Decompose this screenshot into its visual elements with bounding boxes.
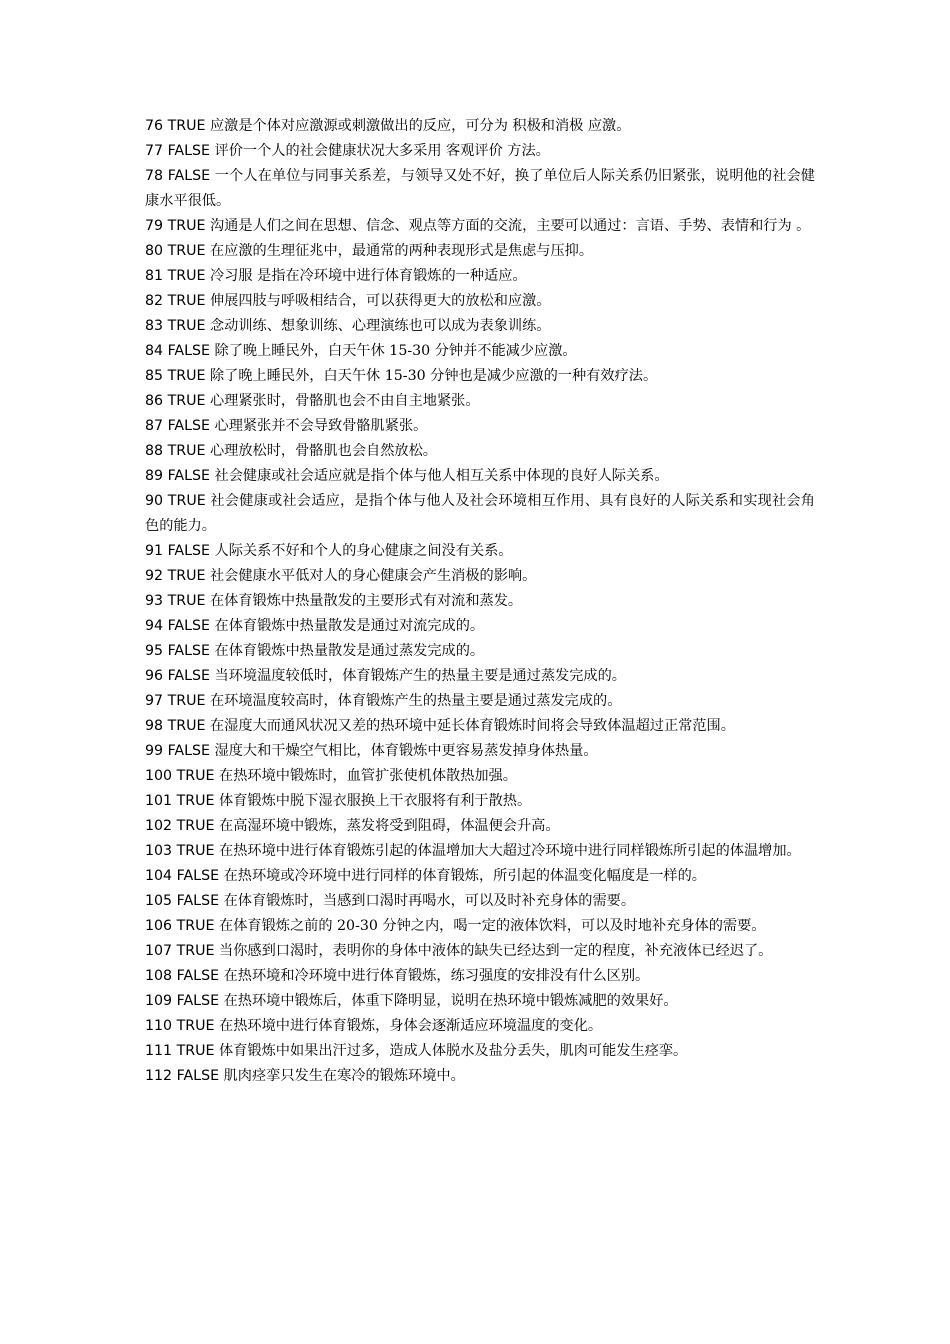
answer-label: TRUE <box>176 1043 215 1059</box>
answer-label: FALSE <box>176 868 220 884</box>
question-number: 111 <box>145 1043 173 1059</box>
question-item <box>145 389 815 414</box>
question-item <box>145 239 815 264</box>
question-text: 人际关系不好和个人的身心健康之间没有关系。 <box>214 543 513 559</box>
question-text: 在环境温度较高时，体育锻炼产生的热量主要是通过蒸发完成的。 <box>209 693 622 709</box>
question-number: 94 <box>145 618 164 634</box>
question-number: 77 <box>145 143 164 159</box>
question-number: 82 <box>145 293 164 309</box>
question-text: 社会健康水平低对人的身心健康会产生消极的影响。 <box>209 568 537 584</box>
question-text: 在体育锻炼时，当感到口渴时再喝水，可以及时补充身体的需要。 <box>223 893 636 909</box>
question-text: 在热环境中锻炼时，血管扩张使机体散热加强。 <box>219 768 517 784</box>
question-item <box>145 739 815 764</box>
question-number: 108 <box>145 968 173 984</box>
question-item <box>145 964 815 989</box>
question-text: 在湿度大而通风状况又差的热环境中延长体育锻炼时间将会导致体温超过正常范围。 <box>209 718 735 734</box>
answer-label: FALSE <box>167 618 211 634</box>
question-item <box>145 639 815 664</box>
question-number: 105 <box>145 893 173 909</box>
question-text: 在热环境和冷环境中进行体育锻炼，练习强度的安排没有什么区别。 <box>223 968 650 984</box>
answer-label: TRUE <box>176 943 215 959</box>
answer-label: FALSE <box>167 418 211 434</box>
answer-label: TRUE <box>167 393 206 409</box>
question-item <box>145 1039 815 1064</box>
question-text: 沟通是人们之间在思想、信念、观点等方面的交流，主要可以通过：言语、手势、表情和行为 。 <box>209 218 811 234</box>
question-item <box>145 414 815 439</box>
question-item <box>145 864 815 889</box>
question-text: 在应激的生理征兆中，最通常的两种表现形式是焦虑与压抑。 <box>209 243 594 259</box>
question-item <box>145 114 815 139</box>
answer-label: FALSE <box>176 1068 220 1084</box>
question-item <box>145 364 815 389</box>
question-item <box>145 939 815 964</box>
answer-label: TRUE <box>167 718 206 734</box>
question-text: 心理放松时，骨骼肌也会自然放松。 <box>209 443 437 459</box>
question-number: 87 <box>145 418 164 434</box>
question-text: 评价一个人的社会健康状况大多采用 客观评价 方法。 <box>214 143 550 159</box>
question-text: 在热环境中进行体育锻炼引起的体温增加大大超过冷环境中进行同样锻炼所引起的体温增加。 <box>219 843 801 859</box>
question-number: 76 <box>145 118 164 134</box>
answer-label: FALSE <box>167 543 211 559</box>
question-text: 在体育锻炼中热量散发是通过对流完成的。 <box>214 618 485 634</box>
answer-label: FALSE <box>167 143 211 159</box>
answer-label: TRUE <box>167 493 206 509</box>
question-item <box>145 164 815 214</box>
answer-label: TRUE <box>167 118 206 134</box>
question-number: 95 <box>145 643 164 659</box>
question-number: 86 <box>145 393 164 409</box>
question-item <box>145 789 815 814</box>
question-list <box>145 114 815 1089</box>
answer-label: TRUE <box>167 593 206 609</box>
question-number: 92 <box>145 568 164 584</box>
question-number: 103 <box>145 843 173 859</box>
question-item <box>145 714 815 739</box>
question-item <box>145 464 815 489</box>
question-item <box>145 139 815 164</box>
question-number: 112 <box>145 1068 173 1084</box>
question-item <box>145 1014 815 1039</box>
question-text: 在热环境中进行体育锻炼，身体会逐渐适应环境温度的变化。 <box>219 1018 603 1034</box>
answer-label: TRUE <box>167 443 206 459</box>
question-item <box>145 1064 815 1089</box>
question-text: 当你感到口渴时，表明你的身体中液体的缺失已经达到一定的程度，补充液体已经迟了。 <box>219 943 773 959</box>
question-text: 肌肉痉挛只发生在寒冷的锻炼环境中。 <box>223 1068 465 1084</box>
question-item <box>145 264 815 289</box>
answer-label: FALSE <box>176 893 220 909</box>
question-number: 97 <box>145 693 164 709</box>
question-item <box>145 814 815 839</box>
question-number: 102 <box>145 818 173 834</box>
question-number: 96 <box>145 668 164 684</box>
answer-label: FALSE <box>167 743 211 759</box>
question-text: 冷习服 是指在冷环境中进行体育锻炼的一种适应。 <box>209 268 527 284</box>
question-text: 在高湿环境中锻炼，蒸发将受到阻碍，体温便会升高。 <box>219 818 560 834</box>
answer-label: TRUE <box>167 368 206 384</box>
question-number: 107 <box>145 943 173 959</box>
answer-label: TRUE <box>176 768 215 784</box>
question-number: 104 <box>145 868 173 884</box>
answer-label: FALSE <box>167 343 211 359</box>
answer-label: FALSE <box>167 468 211 484</box>
answer-label: TRUE <box>176 843 215 859</box>
question-item <box>145 989 815 1014</box>
answer-label: FALSE <box>167 643 211 659</box>
question-item <box>145 339 815 364</box>
question-item <box>145 614 815 639</box>
question-text: 在体育锻炼中热量散发的主要形式有对流和蒸发。 <box>209 593 523 609</box>
question-text: 在热环境中锻炼后，体重下降明显，说明在热环境中锻炼减肥的效果好。 <box>223 993 678 1009</box>
question-text: 湿度大和干燥空气相比，体育锻炼中更容易蒸发掉身体热量。 <box>214 743 598 759</box>
question-text: 念动训练、想象训练、心理演练也可以成为表象训练。 <box>209 318 551 334</box>
question-text: 伸展四肢与呼吸相结合，可以获得更大的放松和应激。 <box>209 293 551 309</box>
answer-label: TRUE <box>167 293 206 309</box>
question-number: 79 <box>145 218 164 234</box>
answer-label: TRUE <box>167 318 206 334</box>
question-number: 84 <box>145 343 164 359</box>
question-text: 除了晚上睡民外，白天午休 15-30 分钟也是减少应激的一种有效疗法。 <box>209 368 658 384</box>
question-number: 109 <box>145 993 173 1009</box>
answer-label: FALSE <box>176 993 220 1009</box>
answer-label: TRUE <box>176 1018 215 1034</box>
question-text: 一个人在单位与同事关系差，与领导又处不好，换了单位后人际关系仍旧紧张，说明他的社会健康水平很低。 <box>145 168 815 209</box>
question-item <box>145 214 815 239</box>
question-text: 应激是个体对应激源或刺激做出的反应，可分为 积极和消极 应激。 <box>209 118 631 134</box>
question-text: 社会健康或社会适应，是指个体与他人及社会环境相互作用、具有良好的人际关系和实现社会角色的能力。 <box>145 493 815 534</box>
answer-label: TRUE <box>176 793 215 809</box>
question-text: 在体育锻炼中热量散发是通过蒸发完成的。 <box>214 643 485 659</box>
question-item <box>145 289 815 314</box>
question-number: 88 <box>145 443 164 459</box>
answer-label: FALSE <box>167 168 211 184</box>
question-text: 心理紧张并不会导致骨骼肌紧张。 <box>214 418 428 434</box>
question-number: 98 <box>145 718 164 734</box>
question-text: 心理紧张时，骨骼肌也会不由自主地紧张。 <box>209 393 480 409</box>
question-item <box>145 889 815 914</box>
question-text: 体育锻炼中脱下湿衣服换上干衣服将有利于散热。 <box>219 793 532 809</box>
question-item <box>145 589 815 614</box>
question-number: 100 <box>145 768 173 784</box>
question-number: 101 <box>145 793 173 809</box>
question-number: 90 <box>145 493 164 509</box>
question-number: 89 <box>145 468 164 484</box>
question-number: 110 <box>145 1018 173 1034</box>
answer-label: TRUE <box>167 218 206 234</box>
question-item <box>145 314 815 339</box>
question-text: 除了晚上睡民外，白天午休 15-30 分钟并不能减少应激。 <box>214 343 577 359</box>
question-number: 81 <box>145 268 164 284</box>
answer-label: FALSE <box>176 968 220 984</box>
question-number: 99 <box>145 743 164 759</box>
answer-label: FALSE <box>167 668 211 684</box>
question-item <box>145 564 815 589</box>
answer-label: TRUE <box>167 693 206 709</box>
question-number: 78 <box>145 168 164 184</box>
answer-label: TRUE <box>167 268 206 284</box>
question-text: 在热环境或冷环境中进行同样的体育锻炼，所引起的体温变化幅度是一样的。 <box>223 868 706 884</box>
question-number: 106 <box>145 918 173 934</box>
question-item <box>145 664 815 689</box>
question-number: 80 <box>145 243 164 259</box>
answer-label: TRUE <box>176 918 215 934</box>
question-number: 91 <box>145 543 164 559</box>
question-item <box>145 764 815 789</box>
question-text: 社会健康或社会适应就是指个体与他人相互关系中体现的良好人际关系。 <box>214 468 669 484</box>
question-number: 93 <box>145 593 164 609</box>
question-number: 83 <box>145 318 164 334</box>
question-item <box>145 539 815 564</box>
question-text: 当环境温度较低时，体育锻炼产生的热量主要是通过蒸发完成的。 <box>214 668 626 684</box>
question-number: 85 <box>145 368 164 384</box>
question-item <box>145 839 815 864</box>
question-item <box>145 489 815 539</box>
question-text: 体育锻炼中如果出汗过多，造成人体脱水及盐分丢失，肌肉可能发生痉挛。 <box>219 1043 688 1059</box>
answer-label: TRUE <box>167 568 206 584</box>
question-text: 在体育锻炼之前的 20-30 分钟之内，喝一定的液体饮料，可以及时地补充身体的需要。 <box>219 918 766 934</box>
question-item <box>145 689 815 714</box>
answer-label: TRUE <box>167 243 206 259</box>
answer-label: TRUE <box>176 818 215 834</box>
question-item <box>145 439 815 464</box>
question-item <box>145 914 815 939</box>
